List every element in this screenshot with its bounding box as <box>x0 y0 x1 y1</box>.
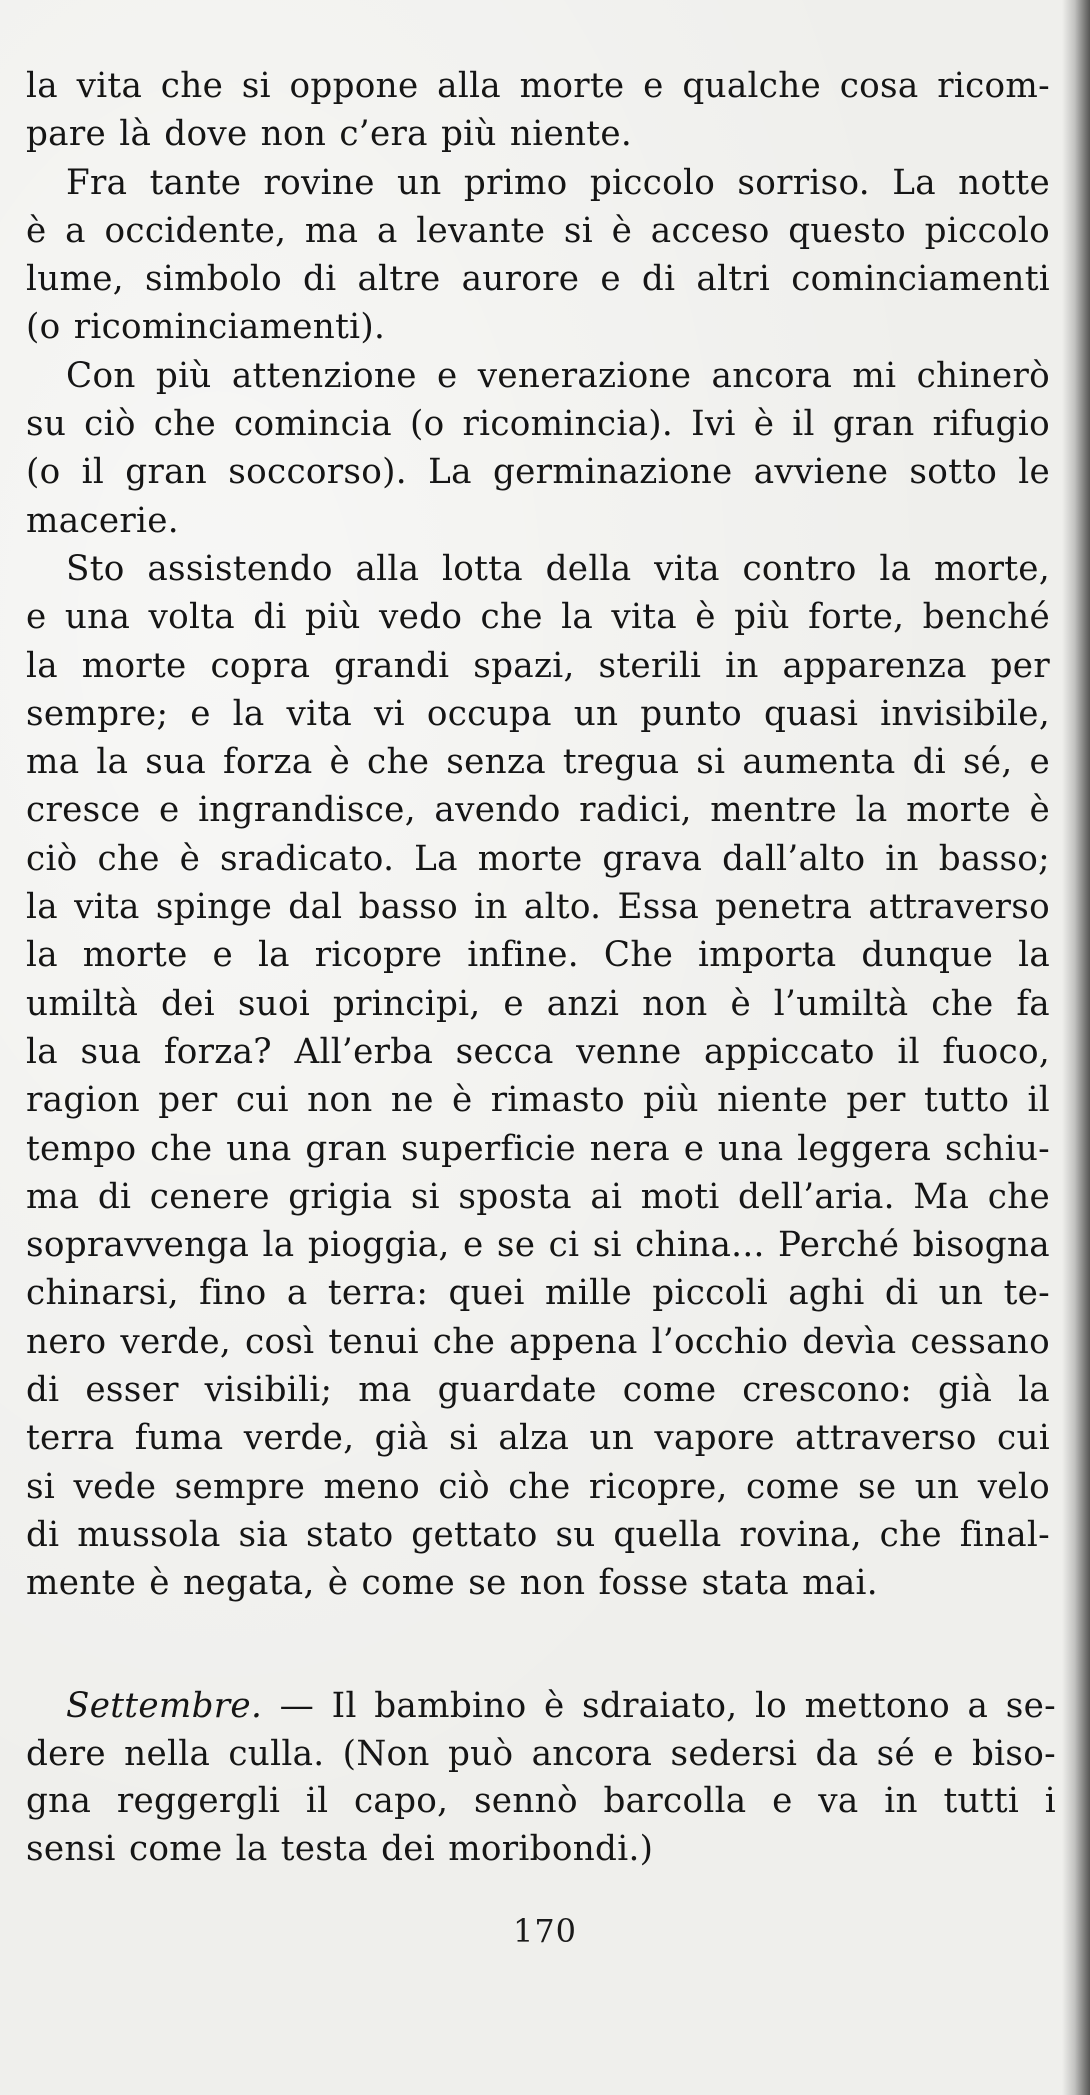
text-line: Con più attenzione e venerazione ancora mi chinerò <box>66 355 1050 396</box>
page-edge-shadow <box>1062 0 1090 2095</box>
text-line: tempo che una gran superficie nera e una leggera schiu- <box>26 1128 1050 1169</box>
text-line: nero verde, così tenui che appena l’occhio devìa cessano <box>26 1321 1050 1362</box>
text-line: ragion per cui non ne è rimasto più niente per tutto il <box>26 1080 1050 1121</box>
text-line: su ciò che comincia (o ricomincia). Ivi è il gran rifugio <box>26 404 1050 445</box>
text-line: sempre; e la vita vi occupa un punto quasi invisibile, <box>26 693 1050 734</box>
text-line: Fra tante rovine un primo piccolo sorriso. La notte <box>66 162 1050 203</box>
text-line: cresce e ingrandisce, avendo radici, mentre la morte è <box>26 790 1050 831</box>
text-line: ciò che è sradicato. La morte grava dall’alto in basso; <box>26 838 1050 879</box>
text-line: si vede sempre meno ciò che ricopre, come se un velo <box>26 1466 1050 1507</box>
diary-entry <box>26 1683 1056 1873</box>
text-line: chinarsi, fino a terra: quei mille piccoli aghi di un te- <box>26 1273 1050 1314</box>
text-line: è a occidente, ma a levante si è acceso questo piccolo <box>26 210 1050 251</box>
text-line: dere nella culla. (Non può ancora sedersi da sé e biso- <box>26 1733 1056 1774</box>
text-line: ma la sua forza è che senza tregua si aumenta di sé, e <box>26 742 1050 783</box>
text-line: la sua forza? All’erba secca venne appiccato il fuoco, <box>26 1031 1050 1072</box>
text-line: di mussola sia stato gettato su quella rovina, che final- <box>26 1514 1050 1555</box>
text-line: umiltà dei suoi principi, e anzi non è l’umiltà che fa <box>26 983 1050 1024</box>
text-line: la morte copra grandi spazi, sterili in apparenza per <box>26 645 1050 686</box>
text-line: e una volta di più vedo che la vita è più forte, benché <box>26 597 1050 638</box>
text-line: la morte e la ricopre infine. Che importa dunque la <box>26 935 1050 976</box>
text-line: Sto assistendo alla lotta della vita contro la morte, <box>66 548 1050 589</box>
text-line: ma di cenere grigia si sposta ai moti dell’aria. Ma che <box>26 1176 1050 1217</box>
text-line: terra fuma verde, già si alza un vapore attraverso cui <box>26 1418 1050 1459</box>
text-line: mente è negata, è come se non fosse stata mai. <box>26 1563 878 1604</box>
text-line: la vita spinge dal basso in alto. Essa penetra attraverso <box>26 887 1050 928</box>
entry-first-line: — Il bambino è sdraiato, lo mettono a se- <box>262 1686 1056 1726</box>
text-line: pare là dove non c’era più niente. <box>26 114 633 155</box>
body-text <box>26 62 1050 1608</box>
text-line: sopravvenga la pioggia, e se ci si china... Perché bisogna <box>26 1225 1050 1266</box>
text-line: lume, simbolo di altre aurore e di altri cominciamenti <box>26 259 1050 300</box>
text-line: sensi come la testa dei moribondi.) <box>26 1828 654 1869</box>
text-line: la vita che si oppone alla morte e qualche cosa ricom- <box>26 66 1050 106</box>
text-line: (o ricominciamenti). <box>26 307 386 348</box>
text-line: (o il gran soccorso). La germinazione avviene sotto le <box>26 452 1050 493</box>
text-line: gna reggergli il capo, sennò barcolla e va in tutti i <box>26 1781 1056 1821</box>
text-line: di esser visibili; ma guardate come crescono: già la <box>26 1370 1050 1411</box>
page-number: 170 <box>512 1912 578 1950</box>
text-line: macerie. <box>26 500 179 541</box>
text-line <box>26 1683 1056 1731</box>
entry-date-label: Settembre. <box>66 1686 263 1726</box>
